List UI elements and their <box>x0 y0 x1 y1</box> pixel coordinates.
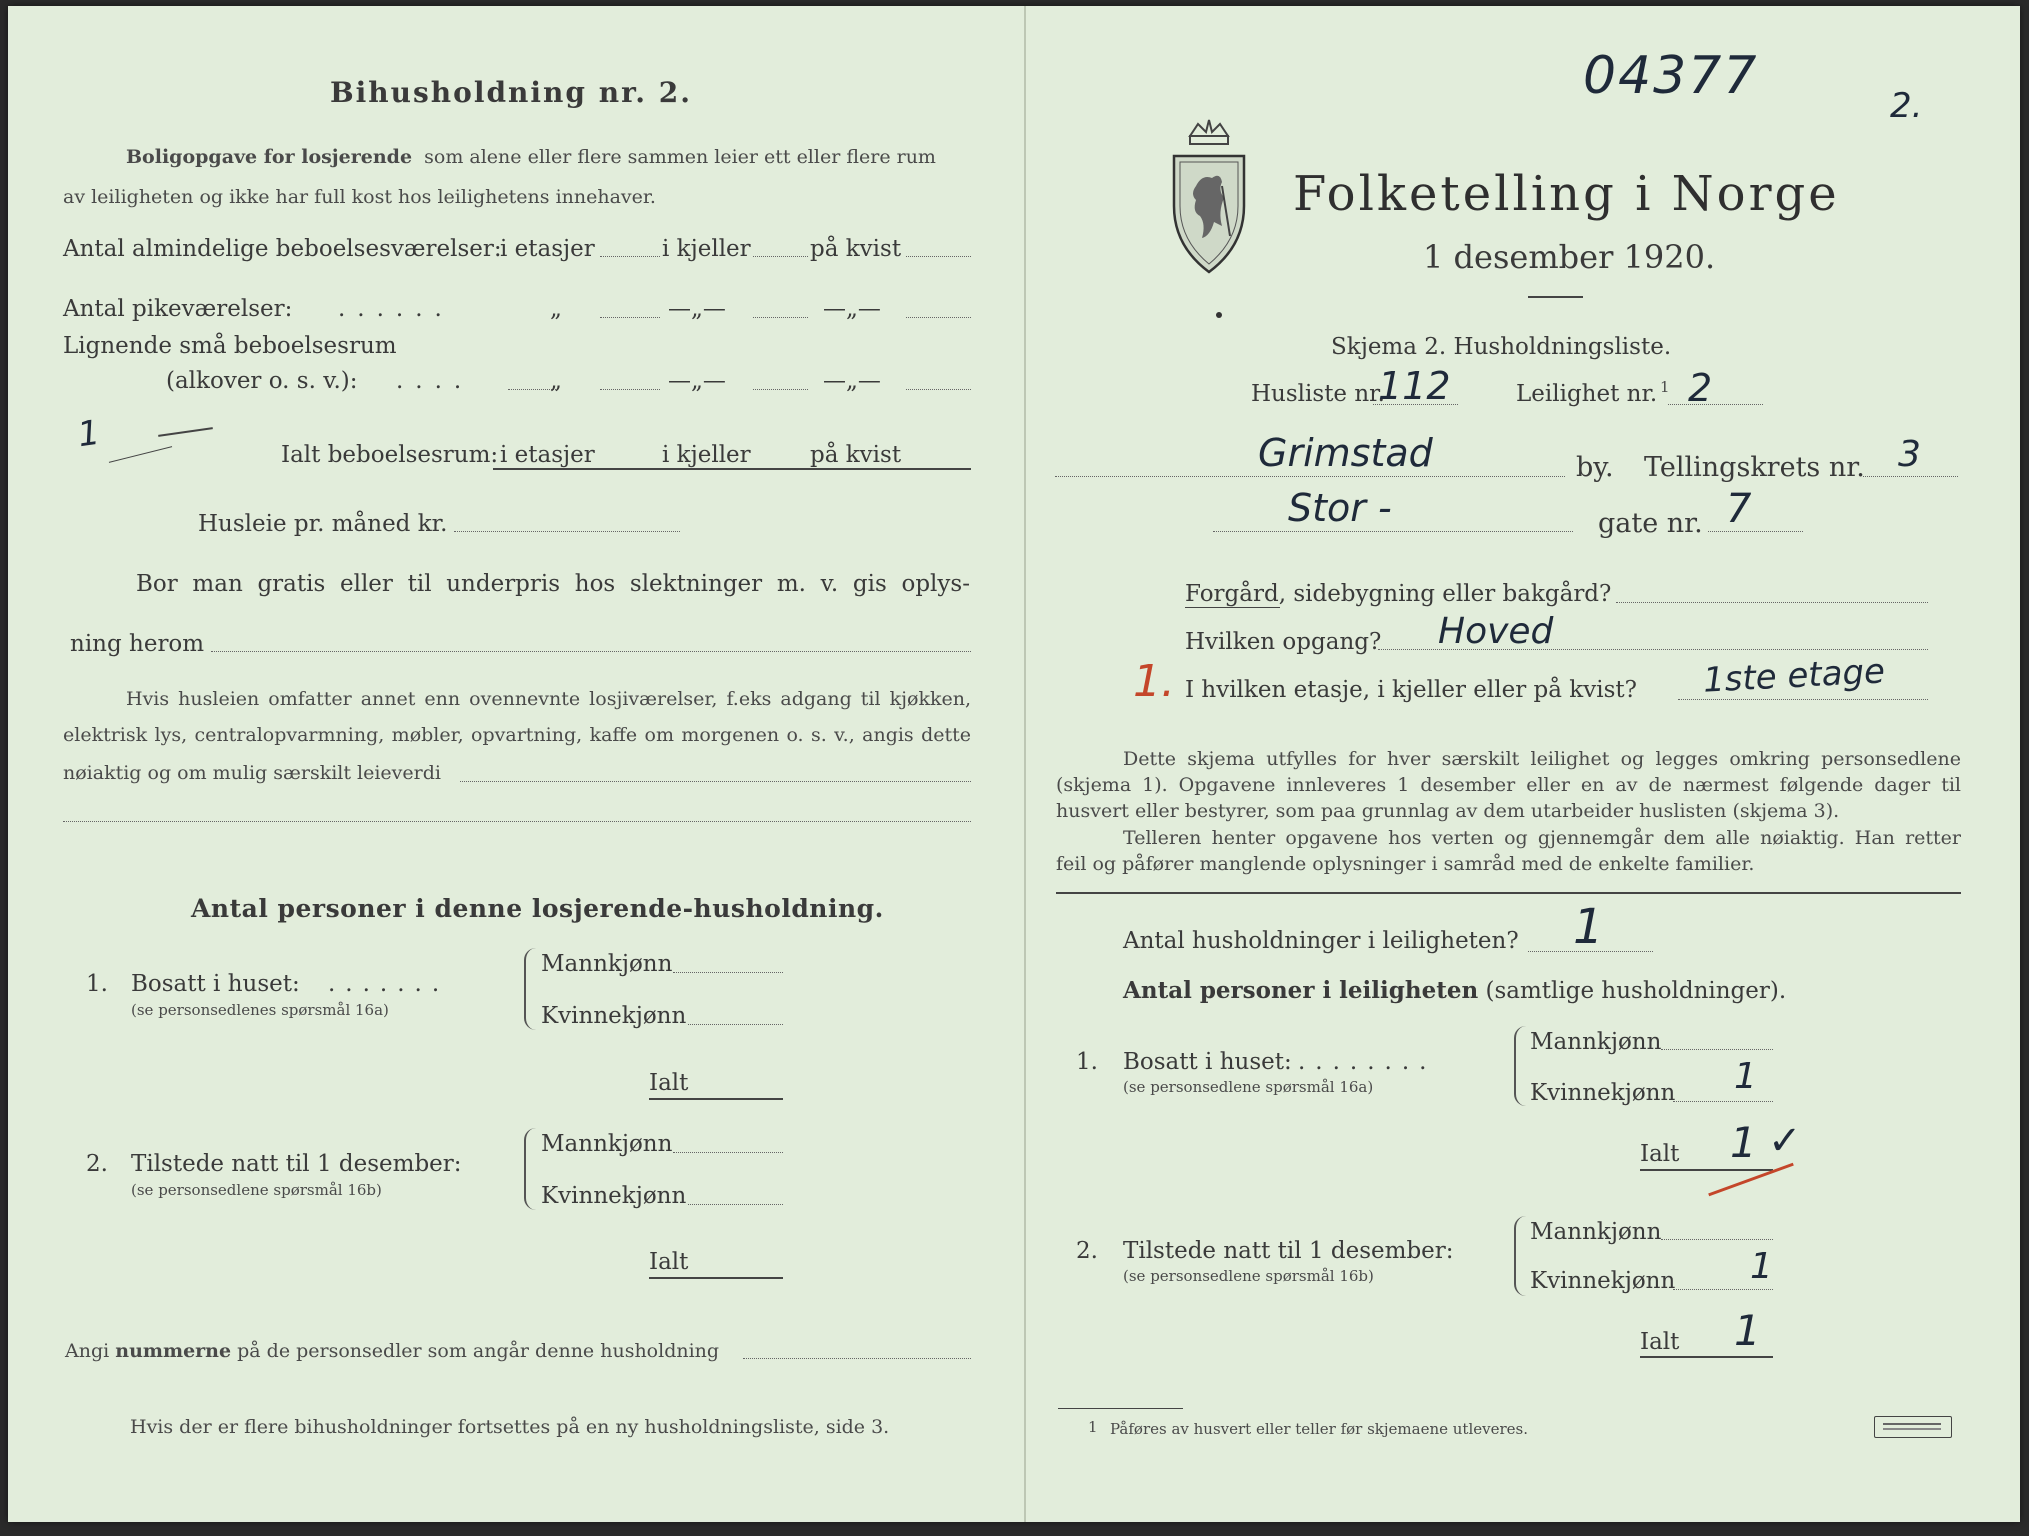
husholdninger-field[interactable] <box>1528 951 1653 952</box>
alkover-ditto-3: —„— <box>823 368 881 394</box>
husliste-value[interactable]: 112 <box>1378 364 1451 408</box>
instr-line-2: (skjema 1). Opgavene innleveres 1 desember eller en av de nærmest følgende dager til <box>1056 774 1961 796</box>
intro-line-2: av leiligheten og ikke har full kost hos leilighetens innehaver. <box>63 186 656 208</box>
right-q2-label: Tilstede natt til 1 desember: <box>1123 1238 1454 1264</box>
gate-label: gate nr. <box>1598 508 1703 539</box>
pike-leader-dots: ...... <box>338 296 454 322</box>
right-q1-mann-field[interactable] <box>1661 1049 1773 1050</box>
right-persons-heading <box>1123 977 1786 1004</box>
pike-ditto-1: „ <box>550 296 562 322</box>
angi-bold: nummerne <box>115 1340 232 1362</box>
krets-value[interactable]: 3 <box>1898 434 1921 475</box>
right-q2-mann-label: Mannkjønn <box>1530 1219 1662 1245</box>
footnote-ref: 1 <box>1088 1418 1098 1436</box>
right-q2-sub: (se personsedlene spørsmål 16b) <box>1123 1267 1374 1285</box>
left-q1-num: 1. <box>86 971 108 997</box>
pencil-stroke-2 <box>109 446 172 463</box>
leilighet-field[interactable] <box>1668 404 1763 405</box>
city-field[interactable] <box>1055 476 1565 477</box>
left-q2-num: 2. <box>86 1151 108 1177</box>
husholdninger-label: Antal husholdninger i leiligheten? <box>1123 928 1519 954</box>
etasje-value[interactable]: 1ste etage <box>1702 651 1886 701</box>
left-q2-mann-label: Mannkjønn <box>541 1131 673 1157</box>
right-q2-kvinne-value[interactable]: 1 <box>1750 1246 1773 1287</box>
pike-kjeller-field[interactable] <box>753 317 808 318</box>
ialt-etasjer-label: i etasjer <box>500 442 595 468</box>
rooms-kvist-field[interactable] <box>906 256 971 257</box>
annotation-mark-floor: 1. <box>1133 656 1175 707</box>
census-date: 1 desember 1920. <box>1423 238 1716 276</box>
right-q1-kvinne-field[interactable] <box>1673 1101 1773 1102</box>
left-q2-sub: (se personsedlene spørsmål 16b) <box>131 1181 382 1199</box>
footnote-text: Påføres av husvert eller teller før skjemaene utleveres. <box>1110 1420 1528 1438</box>
similar-label: Lignende små beboelsesrum <box>63 333 397 359</box>
alkover-ditto-2: —„— <box>668 368 726 394</box>
printer-stamp-icon <box>1874 1416 1952 1438</box>
left-q2-mann-field[interactable] <box>673 1152 783 1153</box>
right-q1-ialt-label: Ialt <box>1640 1141 1680 1167</box>
right-q2-kvinne-label: Kvinnekjønn <box>1530 1268 1676 1294</box>
left-q1-kvinne-field[interactable] <box>688 1024 783 1025</box>
right-q1-label: Bosatt i huset: <box>1123 1049 1292 1075</box>
right-persons-bold: Antal personer i leiligheten <box>1123 977 1479 1004</box>
husliste-label: Husliste nr. <box>1251 381 1385 407</box>
right-q2-kvinne-field[interactable] <box>1673 1289 1773 1290</box>
pike-kvist-field[interactable] <box>906 317 971 318</box>
alkover-kjeller-field[interactable] <box>753 389 808 390</box>
right-q2-ialt-field[interactable] <box>1640 1356 1773 1358</box>
husleie-field[interactable] <box>454 531 680 532</box>
rooms-etasjer-field[interactable] <box>600 256 660 257</box>
etasje-field[interactable] <box>1678 699 1928 700</box>
right-q1-sub: (se personsedlene spørsmål 16a) <box>1123 1078 1374 1096</box>
left-q2-kvinne-label: Kvinnekjønn <box>541 1183 687 1209</box>
ialt-kvist-label: på kvist <box>810 442 902 468</box>
angi-post: på de personsedler som angår denne husholdning <box>237 1340 720 1362</box>
left-q1-mann-field[interactable] <box>673 972 783 973</box>
census-form-sheet <box>8 6 2020 1522</box>
intro-line-1 <box>126 146 936 168</box>
left-q1-mann-label: Mannkjønn <box>541 951 673 977</box>
gratis-line-2: ning herom <box>70 631 205 657</box>
leilighet-label: Leilighet nr. <box>1516 381 1658 407</box>
pike-ditto-3: —„— <box>823 296 881 322</box>
title-underline <box>1528 296 1583 298</box>
rooms-kjeller-label: i kjeller <box>662 236 751 262</box>
instr-line-4: Telleren henter opgavene hos verten og gjennemgår dem alle nøiaktig. Han retter <box>1123 827 1961 849</box>
angi-pre: Angi <box>65 1340 110 1362</box>
archive-number: 04377 <box>1583 46 1759 106</box>
dot-mark <box>1216 312 1222 318</box>
left-q1-ialt-label: Ialt <box>649 1070 689 1096</box>
instr-line-5: feil og påfører manglende oplysninger i samråd med de enkelte familier. <box>1056 853 1755 875</box>
right-q1-ialt-field[interactable] <box>1640 1169 1773 1171</box>
alkover-label: (alkover o. s. v.): <box>166 368 358 394</box>
opgang-field[interactable] <box>1378 649 1928 650</box>
extra-field-2[interactable] <box>63 821 971 822</box>
left-q1-label: Bosatt i huset: <box>131 971 300 997</box>
gratis-field[interactable] <box>211 651 971 652</box>
instr-line-3: husvert eller bestyrer, som paa grunnlag av dem utarbeider huslisten (skjema 3). <box>1056 800 1840 822</box>
ialt-rooms-rule <box>493 468 971 470</box>
extra-line-2: elektrisk lys, centralopvarmning, møbler, opvartning, kaffe om morgenen o. s. v., angis dette <box>63 724 971 746</box>
section-rule <box>1056 892 1961 894</box>
extra-field[interactable] <box>460 781 971 782</box>
intro-bold: Boligopgave for losjerende <box>126 146 413 168</box>
krets-field[interactable] <box>1863 476 1958 477</box>
krets-label: Tellingskrets nr. <box>1644 452 1865 483</box>
forgard-label: Forgård, sidebygning eller bakgård? <box>1185 581 1612 607</box>
left-q2-ialt-label: Ialt <box>649 1249 689 1275</box>
gratis-line-1: Bor man gratis eller til underpris hos slektninger m. v. gis oplys- <box>136 571 970 597</box>
forgard-field[interactable] <box>1616 602 1928 603</box>
instr-line-1: Dette skjema utfylles for hver særskilt leilighet og legges omkring personsedlene <box>1123 748 1961 770</box>
alkover-kvist-field[interactable] <box>906 389 971 390</box>
footnote-rule <box>1058 1408 1183 1409</box>
annotation-mark-left: 1 <box>75 412 103 456</box>
left-q2-ialt-field[interactable] <box>649 1277 783 1279</box>
right-q2-brace <box>1514 1216 1526 1296</box>
ialt-kjeller-label: i kjeller <box>662 442 751 468</box>
check-mark: ✓ <box>1768 1118 1802 1164</box>
right-q1-ialt-value[interactable]: 1 <box>1730 1118 1757 1167</box>
extra-line-3: nøiaktig og om mulig særskilt leieverdi <box>63 762 441 784</box>
left-q2-label: Tilstede natt til 1 desember: <box>131 1151 462 1177</box>
pencil-stroke <box>158 427 213 437</box>
rooms-kjeller-field[interactable] <box>753 256 808 257</box>
left-q1-brace <box>524 948 536 1030</box>
left-q1-sub: (se personsedlenes spørsmål 16a) <box>131 1001 389 1019</box>
right-q1-leader-dots: ........ <box>1298 1049 1437 1075</box>
alkover-leader-dots: .... <box>396 368 474 394</box>
left-q2-kvinne-field[interactable] <box>688 1204 783 1205</box>
right-q1-num: 1. <box>1076 1049 1098 1075</box>
gate-field[interactable] <box>1708 531 1803 532</box>
right-q2-ialt-value[interactable]: 1 <box>1734 1306 1761 1355</box>
right-q1-kvinne-label: Kvinnekjønn <box>1530 1080 1676 1106</box>
right-title: Folketelling i Norge <box>1293 166 1840 222</box>
right-q1-kvinne-value[interactable]: 1 <box>1734 1056 1757 1097</box>
page-fold <box>1024 6 1026 1522</box>
husliste-field[interactable] <box>1373 404 1458 405</box>
right-q2-num: 2. <box>1076 1238 1098 1264</box>
rooms-label: Antal almindelige beboelsesværelser: <box>63 236 502 262</box>
schema-label: Skjema 2. Husholdningsliste. <box>1331 334 1672 360</box>
opgang-label: Hvilken opgang? <box>1185 629 1382 655</box>
rooms-etasjer-label: i etasjer <box>500 236 595 262</box>
street-value[interactable]: Stor - <box>1288 486 1392 530</box>
right-persons-rest: (samtlige husholdninger). <box>1485 978 1787 1004</box>
right-q1-mann-label: Mannkjønn <box>1530 1029 1662 1055</box>
alkover-etasjer-field[interactable] <box>600 389 660 390</box>
pike-etasjer-field[interactable] <box>600 317 660 318</box>
right-q1-brace <box>1514 1026 1526 1106</box>
by-label: by. <box>1576 452 1614 483</box>
left-footer: Hvis der er flere bihusholdninger fortsettes på en ny husholdningsliste, side 3. <box>130 1416 890 1438</box>
opgang-value[interactable]: Hoved <box>1438 611 1554 652</box>
ialt-rooms-label: Ialt beboelsesrum: <box>281 442 499 468</box>
extra-line-1: Hvis husleien omfatter annet enn ovennevnte losjiværelser, f.eks adgang til kjøkken, <box>126 688 971 710</box>
forgard-underline <box>1185 607 1280 608</box>
husholdninger-value[interactable]: 1 <box>1573 899 1604 955</box>
gate-value[interactable]: 7 <box>1726 486 1752 532</box>
right-q2-mann-field[interactable] <box>1661 1239 1773 1240</box>
left-q1-kvinne-label: Kvinnekjønn <box>541 1003 687 1029</box>
etasje-label: I hvilken etasje, i kjeller eller på kvist? <box>1185 677 1637 703</box>
norway-coat-of-arms-icon <box>1168 116 1250 276</box>
left-q1-leader-dots: ....... <box>328 971 450 997</box>
left-q2-brace <box>524 1128 536 1210</box>
husleie-label: Husleie pr. måned kr. <box>198 511 448 537</box>
left-title: Bihusholdning nr. 2. <box>330 76 692 109</box>
intro-rest: som alene eller flere sammen leier ett eller flere rum <box>424 146 936 168</box>
angi-line <box>65 1340 719 1362</box>
street-field[interactable] <box>1213 531 1573 532</box>
page-number: 2. <box>1890 86 1923 126</box>
rooms-kvist-label: på kvist <box>810 236 902 262</box>
leilighet-value[interactable]: 2 <box>1688 366 1713 410</box>
red-correction-stroke <box>1708 1163 1794 1197</box>
pike-ditto-2: —„— <box>668 296 726 322</box>
left-persons-heading: Antal personer i denne losjerende-husholdning. <box>191 894 884 923</box>
alkover-ditto-1: „ <box>550 368 562 394</box>
leilighet-footnote-ref: 1 <box>1660 378 1670 396</box>
right-q2-ialt-label: Ialt <box>1640 1329 1680 1355</box>
left-q1-ialt-field[interactable] <box>649 1098 783 1100</box>
pike-label: Antal pikeværelser: <box>63 296 293 322</box>
angi-field[interactable] <box>743 1358 971 1359</box>
city-value[interactable]: Grimstad <box>1258 431 1433 475</box>
